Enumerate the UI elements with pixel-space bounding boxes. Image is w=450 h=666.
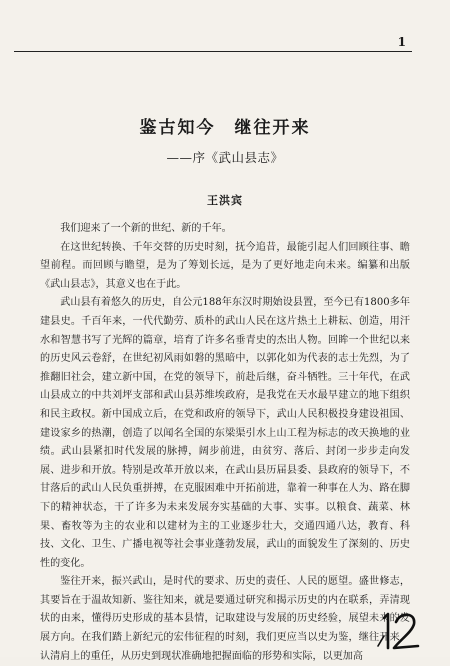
paragraph-2: 在这世纪转换、千年交替的历史时刻，抚今追昔，最能引起人们回顾往事、瞻望前程。而回顾与瞻望，是为了筹划长远，是为了更好地走向未来。编纂和出版《武山县志》，其意义也在于此。 bbox=[40, 241, 410, 290]
paragraph-3: 武山县有着悠久的历史，自公元188年东汉时期始设县置，至今已有1800多年建县史。千百年来，一代代勤劳、质朴的武山人民在这片热土上耕耘、创造，用汗水和智慧书写了光辉的篇章，培育了许多名垂青史的杰出人物。回眸一个世纪以来的历史风云卷舒，在世纪初风雨如磐的黑暗中，以郭化如为代表的志士先烈，为了推翻旧社会，建立新中国，在党的领导下，前赴后继，奋斗牺牲。三十年代，在武山县成立的中共刘坪支部和武山县苏维埃政府，是我党在天水最早建立的地下组织和民主政权。新中国成立后，在党和政府的领导下，武山人民积极投身建设祖国、建设家乡的热潮，创造了以闻名全国的东梁渠引水上山工程为标志的改天换地的业绩。武山县紧扣时代发展的脉搏，阔步前进，由贫穷、落后、封闭一步步走向发展、进步和开放。特别是改革开放以来，在武山县历届县委、县政府的领导下，不甘落后的武山人民负重拼搏，在克服困难中开拓前进，靠着一种事在人为、路在脚下的精神状态，干了许多为未来发展夯实基础的大事、实事。以粮食、蔬菜、林果、畜牧等为主的农业和以建材为主的工业逐步壮大，交通四通八达，教育、科技、文化、卫生、广播电视等社会事业蓬勃发展，武山的面貌发生了深刻的、历史性的变化。 bbox=[40, 297, 410, 569]
article-subtitle: ——序《武山县志》 bbox=[166, 150, 284, 165]
paragraph-4: 鉴往开来，振兴武山，是时代的要求、历史的责任、人民的愿望。盛世修志，其要旨在于温故知新、鉴往知来，就是要通过研究和揭示历史的内在联系，弄清现状的由来，懂得历史形成的基本县情，记取建设与发展的历史经验，展望未来的发展方向。在我们踏上新纪元的宏伟征程的时刻，我们更应当以史为鉴，继往开来，认清肩上的重任，从历史到现状准确地把握面临的形势和实际，以更加高 bbox=[40, 576, 410, 662]
article-author: 王洪宾 bbox=[207, 194, 243, 207]
paragraph-1: 我们迎来了一个新的世纪、新的千年。 bbox=[60, 223, 232, 234]
article-title: 鉴古知今 继往开来 bbox=[139, 118, 311, 138]
handwritten-page-mark bbox=[376, 608, 422, 652]
article-body bbox=[40, 220, 410, 666]
page-number: 1 bbox=[397, 35, 406, 49]
header-rule bbox=[14, 51, 412, 52]
